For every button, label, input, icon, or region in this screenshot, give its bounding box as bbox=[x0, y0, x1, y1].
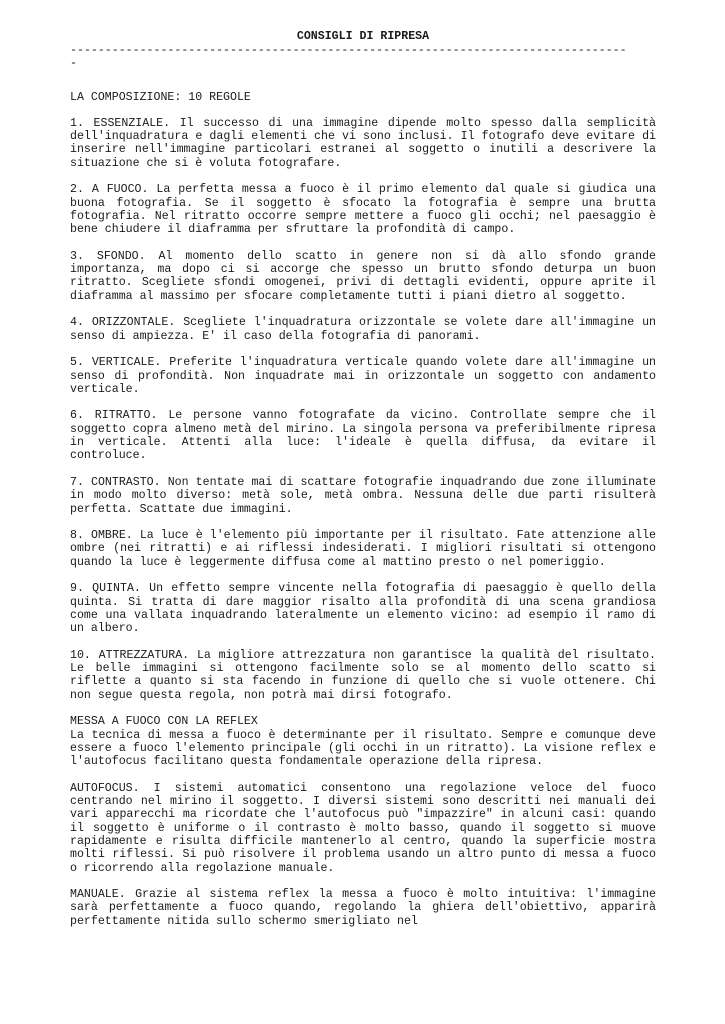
rule-paragraph-5: 5. VERTICALE. Preferite l'inquadratura verticale quando volete dare all'immagine un senso di profondità. Non inquadrate mai in orizzontale un soggetto con andamento verticale. bbox=[70, 356, 656, 396]
rule-paragraph-10: 10. ATTREZZATURA. La migliore attrezzatura non garantisce la qualità del risultato. Le belle immagini si ottengono facilmente solo se al momento dello scatto si riflette a quanto si sta facendo in funzione di quello che si vuole ottenere. Chi non segue questa regola, non potrà mai dirsi fotografo. bbox=[70, 648, 656, 702]
document-page bbox=[70, 30, 656, 941]
manuale-paragraph: MANUALE. Grazie al sistema reflex la messa a fuoco è molto intuitiva: l'immagine sarà perfettamente a fuoco quando, regolando la ghiera dell'obiettivo, apparirà perfettamente nitida sullo schermo smerigliato nel bbox=[70, 888, 656, 928]
reflex-intro-paragraph: La tecnica di messa a fuoco è determinante per il risultato. Sempre e comunque deve essere a fuoco l'elemento principale (gli occhi in un ritratto). La visione reflex e l'autofocus facilitano questa fondamentale operazione della ripresa. bbox=[70, 728, 656, 769]
rule-paragraph-1: 1. ESSENZIALE. Il successo di una immagine dipende molto spesso dalla semplicità dell'inquadratura e dagli elementi che vi sono inclusi. Il fotografo deve evitare di inserire nell'immagine particolari estranei al soggetto o inutili a descrivere la situazione che si è voluta fotografare. bbox=[70, 116, 656, 170]
rule-paragraph-4: 4. ORIZZONTALE. Scegliete l'inquadratura orizzontale se volete dare all'immagine un senso di ampiezza. E' il caso della fotografia di panorami. bbox=[70, 316, 656, 343]
section-heading: LA COMPOSIZIONE: 10 REGOLE bbox=[70, 90, 251, 104]
rule-paragraph-8: 8. OMBRE. La luce è l'elemento più importante per il risultato. Fate attenzione alle ombre (nei ritratti) e ai riflessi indesiderati. I migliori risultati si ottengono quando la luce è leggermente diffusa come al mattino presto o nel pomeriggio. bbox=[70, 529, 656, 569]
rule-paragraph-9: 9. QUINTA. Un effetto sempre vincente nella fotografia di paesaggio è quello della quinta. Si tratta di dare maggior risalto alla profondità di una scena grandiosa come una vallata inquadrando lateralmente un elemento vicino: ad esempio il ramo di un albero. bbox=[70, 582, 656, 636]
rule-paragraph-6: 6. RITRATTO. Le persone vanno fotografate da vicino. Controllate sempre che il soggetto copra almeno metà del mirino. La singola persona va preferibilmente ripresa in verticale. Attenti alla luce: l'ideale è quella diffusa, da evitare il controluce. bbox=[70, 409, 656, 463]
document-title: CONSIGLI DI RIPRESA bbox=[296, 30, 430, 43]
autofocus-paragraph: AUTOFOCUS. I sistemi automatici consentono una regolazione veloce del fuoco centrando nel mirino il soggetto. I diversi sistemi sono descritti nei manuali dei vari apparecchi ma ricordate che l'autofocus può "impazzire" in alcuni casi: quando il soggetto è uniforme o il contrasto è molto basso, quando il soggetto si muove rapidamente e risulta difficile mantenerlo al centro, quando la superficie mostra molti riflessi. Si può risolvere il problema usando un altro punto di messa a fuoco o ricorrendo alla regolazione manuale. bbox=[70, 781, 656, 875]
rule-paragraph-3: 3. SFONDO. Al momento dello scatto in genere non si dà allo sfondo grande importanza, ma dopo ci si accorge che spesso un brutto sfondo deturpa un buon ritratto. Scegliete sfondi omogenei, privi di dettagli evidenti, oppure aprite il diaframma al massimo per sfocare completamente tutti i piani dietro al soggetto. bbox=[70, 249, 656, 303]
separator-rule: -------------------------------------------------------------------------------- bbox=[70, 44, 627, 57]
rule-paragraph-2: 2. A FUOCO. La perfetta messa a fuoco è il primo elemento dal quale si giudica una buona fotografia. Se il soggetto è sfocato la fotografia è sempre una brutta fotografia. Nel ritratto occorre sempre mettere a fuoco gli occhi; nel paesaggio è bene chiudere il diaframma per sfruttare la profondità di campo. bbox=[70, 183, 656, 237]
rule-paragraph-7: 7. CONTRASTO. Non tentate mai di scattare fotografie inquadrando due zone illuminate in modo molto diverso: metà sole, metà ombra. Nessuna delle due parti risulterà perfetta. Scattate due immagini. bbox=[70, 475, 656, 516]
separator-rule-tail: - bbox=[70, 57, 77, 71]
reflex-heading: MESSA A FUOCO CON LA REFLEX bbox=[70, 715, 258, 729]
